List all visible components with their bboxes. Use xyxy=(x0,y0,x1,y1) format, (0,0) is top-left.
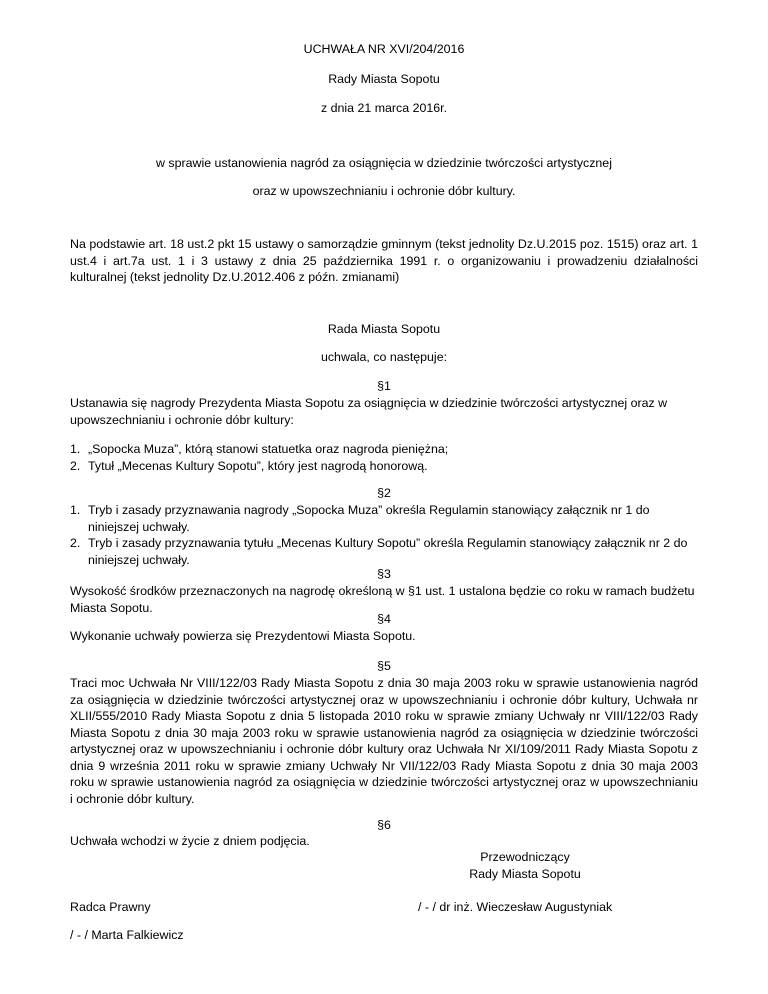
section-5-mark: §5 xyxy=(377,659,391,673)
resolution-issuer: Rady Miasta Sopotu xyxy=(328,72,440,86)
subject-line-2: oraz w upowszechnianiu i ochronie dóbr kultury. xyxy=(252,184,516,198)
section-1-text: Ustanawia się nagrody Prezydenta Miasta Sopotu za osiągnięcia w dziedzinie twórczości artystycznej oraz w upowszechnianiu i ochronie dóbr kultury: xyxy=(70,396,668,427)
section-6-mark: §6 xyxy=(377,818,391,832)
list-item: 2. Tytuł „Mecenas Kultury Sopotu”, który jest nagrodą honorową. xyxy=(70,458,428,473)
counsel-title: Radca Prawny xyxy=(70,900,151,914)
chair-title: Przewodniczący xyxy=(480,850,570,864)
resolution-title: UCHWAŁA NR XVI/204/2016 xyxy=(303,42,465,56)
section-6-text: Uchwała wchodzi w życie z dniem podjęcia. xyxy=(70,834,310,848)
chair-body: Rady Miasta Sopotu xyxy=(469,867,581,881)
section-2-mark: §2 xyxy=(377,486,391,500)
section-5-text: Traci moc Uchwała Nr VIII/122/03 Rady Miasta Sopotu z dnia 30 maja 2003 roku w sprawie ustanowienia nagród za osiągnięcia w dziedzinie twórczości artystycznej oraz w upowszechnianiu i ochronie dóbr kultury, Uchwała nr XLII/555/2010 Rady Miasta Sopotu z dnia 5 listopada 2010 roku w sprawie zmiany Uchwały nr VIII/122/03 Rady Miasta Sopotu z dnia 30 maja 2003 roku w sprawie ustanowienia nagród za osiągnięcia w dziedzinie twórczości artystycznej oraz w upowszechnianiu i ochronie dóbr kultury oraz Uchwała Nr XI/109/2011 Rady Miasta Sopotu z dnia 9 września 2011 roku w sprawie zmiany Uchwały Nr VII/122/03 Rady Miasta Sopotu z dnia 30 maja 2003 roku w sprawie ustanowienia nagród za osiągnięcia w dziedzinie twórczości artystycznej oraz w upowszechnianiu i ochronie dóbr kultury. xyxy=(70,676,698,806)
list-item: 2. Tryb i zasady przyznawania tytułu „Mecenas Kultury Sopotu” określa Regulamin stanowiący załącznik nr 2 do niniejszej uchwały. xyxy=(70,536,688,567)
section-1-list xyxy=(70,441,698,474)
section-2-list xyxy=(70,502,698,568)
resolution-date: z dnia 21 marca 2016r. xyxy=(320,101,448,115)
list-item: 1. „Sopocka Muza”, którą stanowi statuetka oraz nagroda pieniężna; xyxy=(70,442,449,456)
section-3-mark: §3 xyxy=(377,567,391,581)
list-item: 1. Tryb i zasady przyznawania nagrody „Sopocka Muza” określa Regulamin stanowiący załącznik nr 1 do niniejszej uchwały. xyxy=(70,503,650,534)
counsel-signature: / - / Marta Falkiewicz xyxy=(70,928,184,942)
section-1-mark: §1 xyxy=(377,379,391,393)
council-resolves: uchwala, co następuje: xyxy=(320,350,448,364)
council-name: Rada Miasta Sopotu xyxy=(327,322,441,336)
section-4-mark: §4 xyxy=(377,612,391,626)
legal-basis: Na podstawie art. 18 ust.2 pkt 15 ustawy o samorządzie gminnym (tekst jednolity Dz.U.2015 poz. 1515) oraz art. 1 ust.4 i art.7a ust. 1 i 3 ustawy z dnia 25 października 1991 r. o organizowaniu i prowadzeniu działalności kulturalnej (tekst jednolity Dz.U.2012.406 z późn. zmianami) xyxy=(70,237,698,284)
section-4-text: Wykonanie uchwały powierza się Prezydentowi Miasta Sopotu. xyxy=(70,629,416,643)
section-3-text: Wysokość środków przeznaczonych na nagrodę określoną w §1 ust. 1 ustalona będzie co roku w ramach budżetu Miasta Sopotu. xyxy=(70,584,695,615)
chair-signature: / - / dr inż. Wieczesław Augustyniak xyxy=(418,900,613,914)
subject-line-1: w sprawie ustanowienia nagród za osiągnięcia w dziedzinie twórczości artystycznej xyxy=(156,156,612,170)
